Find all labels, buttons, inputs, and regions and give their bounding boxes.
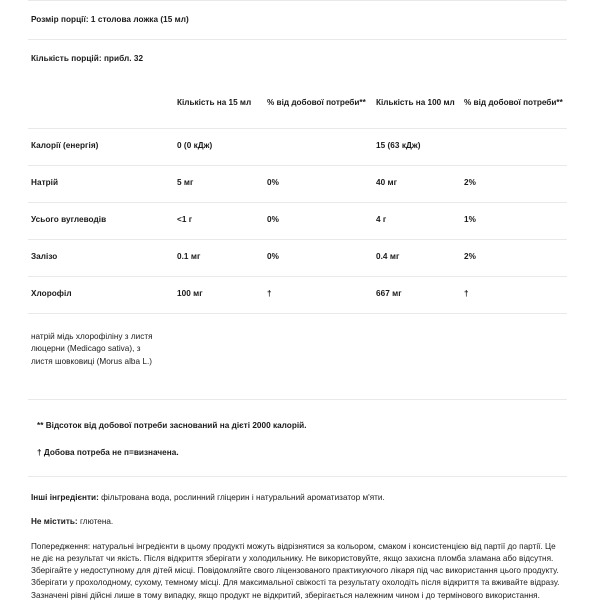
header-amount-per-100ml: Кількість на 100 мл [373,78,461,128]
other-ingredients-text: фільтрована вода, рослинний гліцерин і натуральний ароматизатор м'яти. [98,492,385,502]
row-amount-15ml: 5 мг [174,165,264,202]
row-dv-100ml [461,128,567,165]
row-amount-100ml: 15 (63 кДж) [373,128,461,165]
row-dv-15ml [264,128,373,165]
servings-per-container-row [28,40,567,78]
row-dv-100ml: † [461,276,567,313]
warning-text: натуральні інгредієнти в цьому продукті можуть відрізнятися за кольором, смаком і консистенцією від партії до партії. Це не діє на результат чи якість. Після відкриття зберігати у холодильнику. Не використовуйте, якщо захисна пломба зламана або відсутня. Зберігайте у недоступному для дітей місці. Повідомляйте свого ліцензованого практикуючого лікаря під час використання цього продукту. Зберігати у прохолодному, сухому, темному місці. Для максимальної свіжості та результату охолодіть після відкриття та вживайте відразу. Зазначені рівні дійсні лише в тому випадку, якщо продукт не відкритий, зберігається належним чином і до термінового використання. [31,541,560,600]
warning-paragraph [31,541,567,602]
row-dv-100ml: 2% [461,239,567,276]
row-amount-100ml: 40 мг [373,165,461,202]
row-nutrient-name: Усього вуглеводів [28,202,174,239]
row-nutrient-name: Залізо [28,239,174,276]
servings-per-container-text: Кількість порцій: прибл. 32 [31,53,144,63]
source-note-cell [28,313,567,399]
row-dv-15ml: 0% [264,165,373,202]
header-dv-per-100ml: % від добової потреби** [461,78,567,128]
source-note-row [28,313,567,399]
free-from-label: Не містить: [31,516,78,526]
footnote-dagger: † Добова потреба не п=визначена. [37,448,179,458]
row-dv-100ml: 2% [461,165,567,202]
warning-label: Попередження: [31,541,91,551]
row-nutrient-name: Хлорофіл [28,276,174,313]
row-amount-100ml: 4 г [373,202,461,239]
header-amount-per-15ml: Кількість на 15 мл [174,78,264,128]
row-dv-100ml: 1% [461,202,567,239]
row-amount-100ml: 667 мг [373,276,461,313]
header-dv-per-15ml: % від добової потреби** [264,78,373,128]
row-nutrient-name: Натрій [28,165,174,202]
nutrition-table-head [28,78,567,128]
table-row [28,165,567,202]
serving-size-row [28,1,567,39]
row-amount-15ml: 100 мг [174,276,264,313]
header-nutrient [28,78,174,128]
row-dv-15ml: † [264,276,373,313]
other-ingredients-line [31,493,567,504]
row-amount-15ml: 0.1 мг [174,239,264,276]
other-ingredients-label: Інші інгредієнти: [31,492,99,502]
row-dv-15ml: 0% [264,239,373,276]
nutrition-table-body [28,128,567,399]
row-dv-15ml: 0% [264,202,373,239]
table-row [28,239,567,276]
row-amount-100ml: 0.4 мг [373,239,461,276]
table-header-row [28,78,567,128]
table-row [28,202,567,239]
source-note-text: натрій мідь хлорофіліну з листя люцерни (Medicago sativa), з листя шовковиці (Morus alba L.) [31,331,153,366]
serving-size-text: Розмір порції: 1 столова ложка (15 мл) [31,14,189,24]
free-from-line [31,517,567,528]
row-amount-15ml: 0 (0 кДж) [174,128,264,165]
table-row [28,128,567,165]
footnote-daily-value: ** Відсоток від добової потреби заснований на дієті 2000 калорій. [37,420,307,430]
supplement-facts-panel [28,0,567,602]
free-from-text: глютена. [77,516,114,526]
ingredients-block [28,477,567,602]
footnotes-block [28,421,567,459]
nutrition-table [28,78,567,400]
row-amount-15ml: <1 г [174,202,264,239]
table-row [28,276,567,313]
row-nutrient-name: Калорії (енергія) [28,128,174,165]
